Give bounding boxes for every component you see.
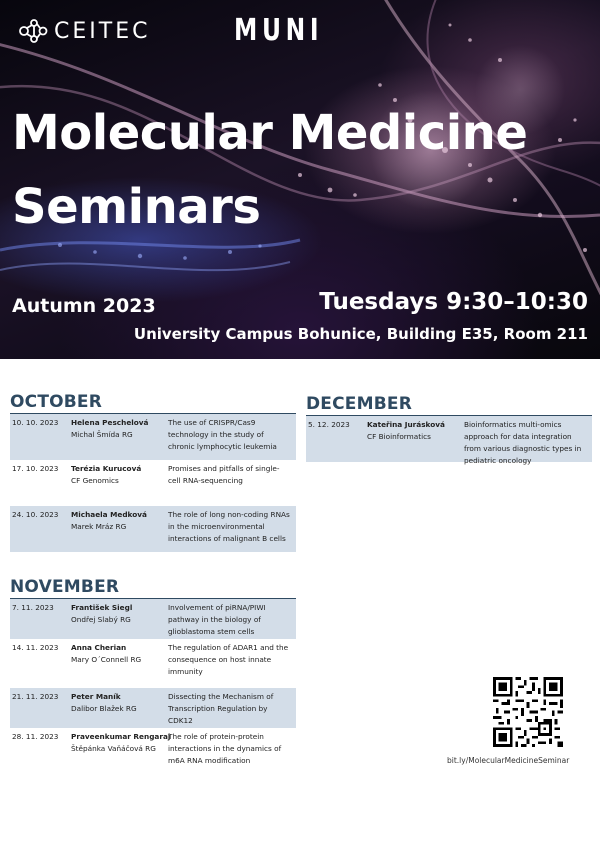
speaker-name: František Siegl	[71, 603, 133, 612]
seminar-speaker	[71, 731, 171, 755]
month-title: OCTOBER	[10, 392, 103, 412]
speaker-group: CF Genomics	[71, 476, 119, 485]
seminar-speaker	[71, 642, 166, 666]
speaker-name: Terézia Kurucová	[71, 464, 142, 473]
speaker-name: Helena Peschelová	[71, 418, 149, 427]
venue-label: University Campus Bohunice, Building E35, Room 211	[133, 325, 588, 343]
seminar-topic: The use of CRISPR/Cas9 technology in the study of chronic lymphocytic leukemia	[168, 418, 277, 451]
seminar-row	[10, 599, 296, 639]
seminar-topic: Involvement of piRNA/PIWI pathway in the biology of glioblastoma stem cells	[168, 603, 266, 636]
speaker-name: Michaela Medková	[71, 510, 147, 519]
month-december	[306, 394, 592, 465]
speaker-group: Štěpánka Vaňáčová RG	[71, 744, 156, 753]
seminar-date: 7. 11. 2023	[12, 603, 54, 612]
title-line-1: Molecular Medicine	[12, 105, 528, 161]
seminar-row	[10, 460, 296, 506]
seminar-row	[306, 416, 592, 465]
hero-banner	[0, 0, 600, 359]
seminar-date: 21. 11. 2023	[12, 692, 59, 701]
seminar-date: 14. 11. 2023	[12, 643, 59, 652]
seminar-row	[10, 688, 296, 728]
title-line-2: Seminars	[12, 179, 261, 235]
seminar-topic: Promises and pitfalls of single-cell RNA-sequencing	[168, 464, 280, 485]
page-title	[12, 96, 527, 244]
ceitec-logo	[18, 18, 150, 44]
seminar-speaker	[71, 509, 166, 533]
seminar-date: 5. 12. 2023	[308, 420, 350, 429]
speaker-name: Kateřina Jurásková	[367, 420, 445, 429]
season-label: Autumn 2023	[12, 295, 156, 317]
seminar-speaker	[71, 602, 166, 626]
seminar-topic: The role of protein-protein interactions in the dynamics of m6A RNA modification	[168, 732, 282, 765]
seminar-topic: The regulation of ADAR1 and the consequence on host innate immunity	[168, 643, 289, 676]
seminar-speaker	[71, 463, 166, 487]
seminar-date: 28. 11. 2023	[12, 732, 59, 741]
speaker-group: Mary O´Connell RG	[71, 655, 142, 664]
speaker-group: CF Bioinformatics	[367, 432, 431, 441]
speaker-group: Michal Šmída RG	[71, 430, 133, 439]
qr-code-icon[interactable]	[493, 677, 563, 747]
seminar-date: 24. 10. 2023	[12, 510, 59, 519]
muni-logo: MUNI	[234, 13, 324, 48]
seminar-row	[10, 728, 296, 774]
month-november	[10, 577, 296, 774]
seminar-speaker	[71, 417, 166, 441]
seminar-row	[10, 414, 296, 460]
molecule-logo-icon	[18, 18, 48, 44]
seminar-speaker	[71, 691, 166, 715]
seminar-date: 10. 10. 2023	[12, 418, 59, 427]
seminar-topic: Bioinformatics multi-omics approach for data integration from various diagnostic types in pediatric oncology	[464, 420, 582, 465]
month-title: DECEMBER	[306, 394, 412, 414]
seminar-row	[10, 639, 296, 688]
seminar-row	[10, 506, 296, 552]
seminar-speaker	[367, 419, 462, 443]
speaker-name: Peter Maník	[71, 692, 121, 701]
seminar-link[interactable]: bit.ly/MolecularMedicineSeminar	[447, 756, 570, 765]
seminar-date: 17. 10. 2023	[12, 464, 59, 473]
seminar-topic: The role of long non-coding RNAs in the microenvironmental interactions of malignant B cells	[168, 510, 290, 543]
ceitec-wordmark: CEITEC	[54, 18, 151, 44]
speaker-group: Dalibor Blažek RG	[71, 704, 137, 713]
speaker-name: Praveenkumar Rengaraj	[71, 732, 171, 741]
seminar-topic: Dissecting the Mechanism of Transcription Regulation by CDK12	[168, 692, 274, 725]
speaker-group: Marek Mráz RG	[71, 522, 127, 531]
speaker-group: Ondřej Slabý RG	[71, 615, 131, 624]
month-october	[10, 392, 296, 552]
time-label: Tuesdays 9:30–10:30	[319, 289, 588, 315]
month-title: NOVEMBER	[10, 577, 120, 597]
speaker-name: Anna Cherian	[71, 643, 127, 652]
